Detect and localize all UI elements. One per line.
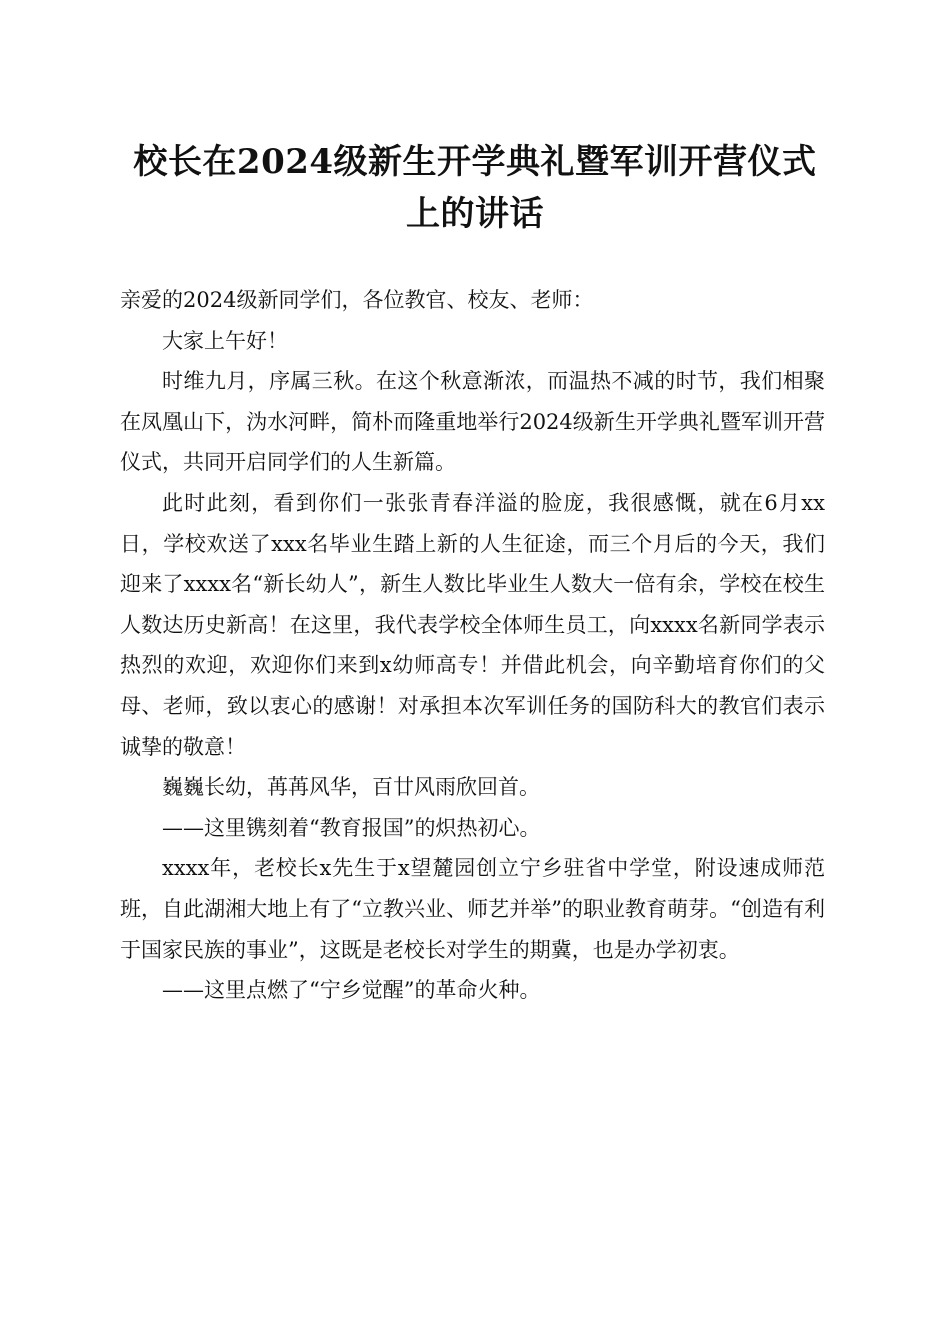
document-title <box>110 136 840 240</box>
document-body <box>120 280 825 1011</box>
salutation: 亲爱的2024级新同学们，各位教官、校友、老师： <box>120 288 594 312</box>
paragraph-heading-revolution: ——这里点燃了“宁乡觉醒”的革命火种。 <box>162 978 541 1003</box>
title-line-2: 上的讲话 <box>406 194 544 234</box>
title-line-1: 校长在2024级新生开学典礼暨军训开营仪式 <box>133 142 817 182</box>
paragraph-founding: xxxx年，老校长x先生于x望麓园创立宁乡驻省中学堂，附设速成师范班，自此湖湘大地上有了“立教兴业、师艺并举”的职业教育萌芽。“创造有利于国家民族的事业”，这既是老校长对学生的期冀，也是办学初衷。 <box>120 856 825 962</box>
paragraph-greeting: 大家上午好！ <box>162 328 288 353</box>
paragraph-opening: 时维九月，序属三秋。在这个秋意渐浓，而温热不减的时节，我们相聚在凤凰山下，沩水河畔，简朴而隆重地举行2024级新生开学典礼暨军训开营仪式，共同开启同学们的人生新篇。 <box>120 369 825 475</box>
paragraph-history-intro: 巍巍长幼，苒苒风华，百廿风雨欣回首。 <box>162 775 540 800</box>
paragraph-welcome: 此时此刻，看到你们一张张青春洋溢的脸庞，我很感慨，就在6月xx日，学校欢送了xxx名毕业生踏上新的人生征途，而三个月后的今天，我们迎来了xxxx名“新长幼人”，新生人数比毕业生人数大一倍有余，学校在校生人数达历史新高！在这里，我代表学校全体师生员工，向xxxx名新同学表示热烈的欢迎，欢迎你们来到x幼师高专！并借此机会，向辛勤培育你们的父母、老师，致以衷心的感谢！对承担本次军训任务的国防科大的教官们表示诚挚的敬意！ <box>120 490 825 759</box>
paragraph-heading-education: ——这里镌刻着“教育报国”的炽热初心。 <box>162 815 541 840</box>
